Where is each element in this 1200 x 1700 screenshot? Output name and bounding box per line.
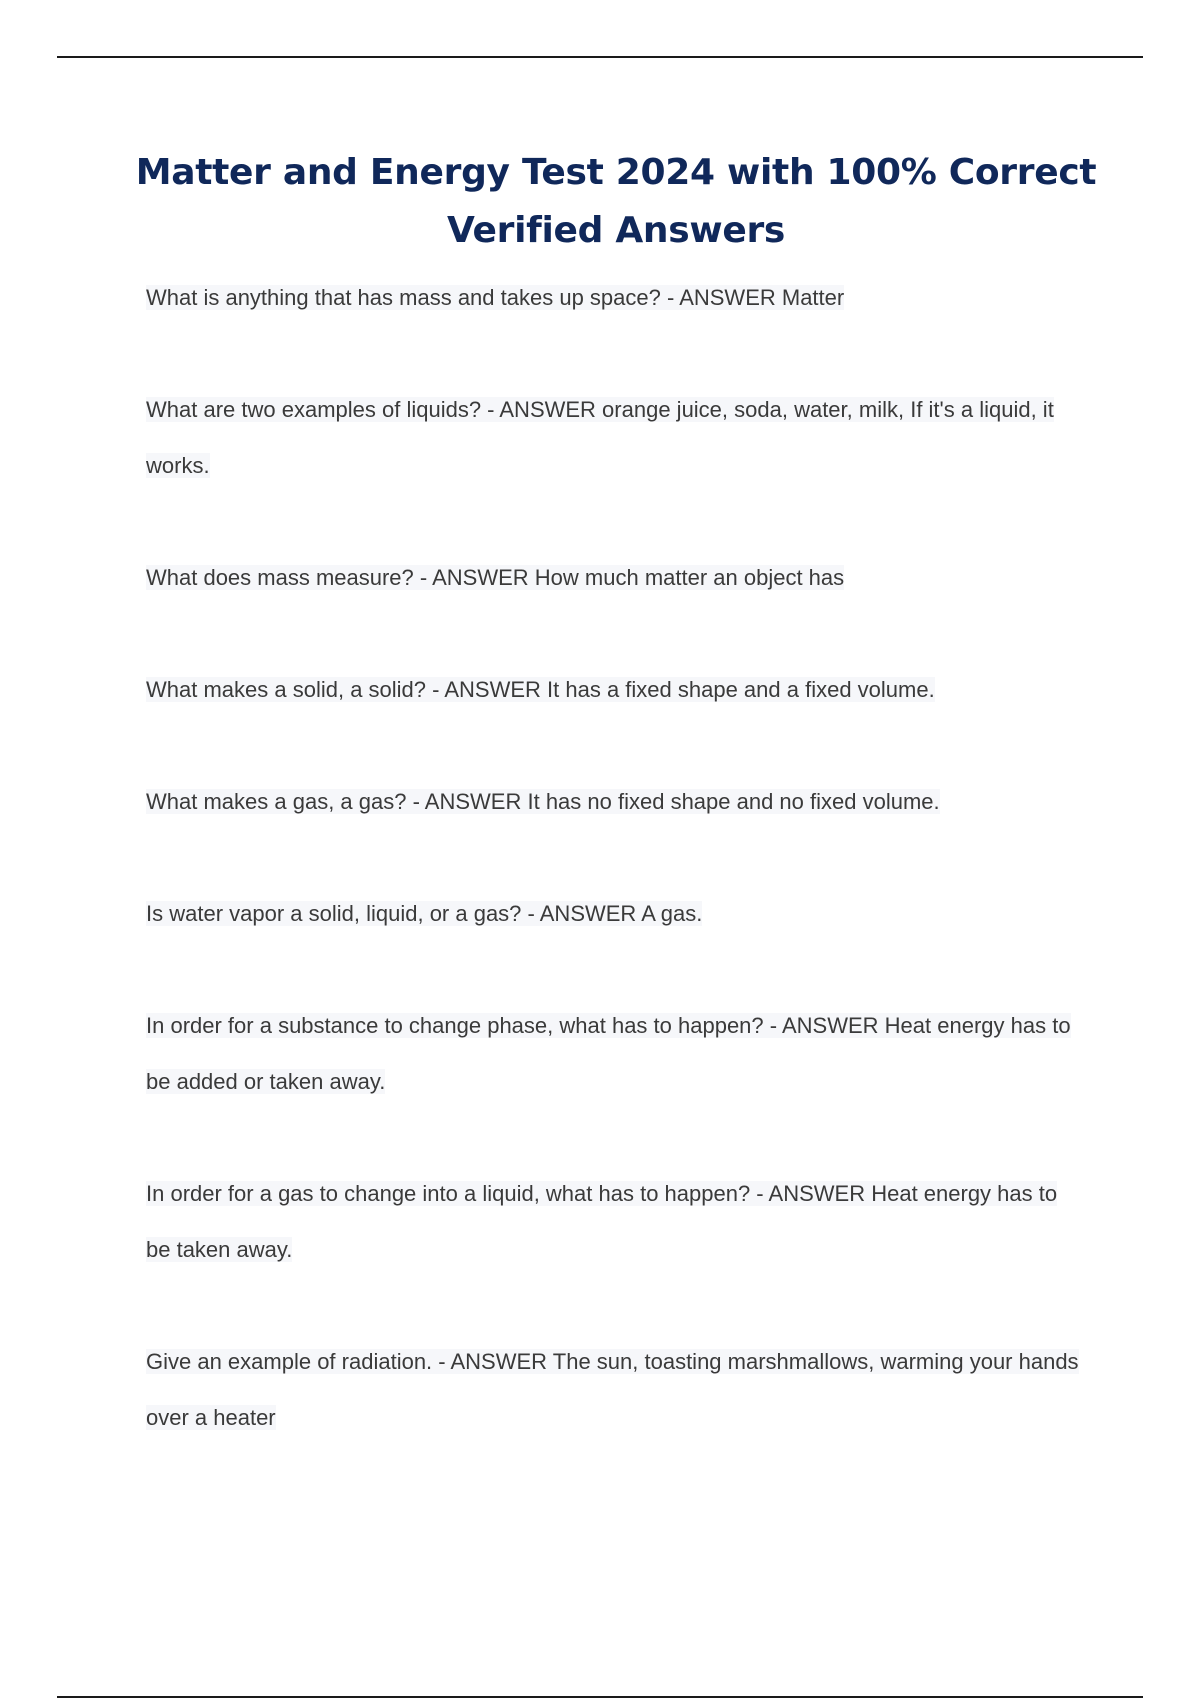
qa-item	[146, 1334, 1086, 1446]
qa-text: Give an example of radiation. - ANSWER The sun, toasting marshmallows, warming your hands over a heater	[146, 1349, 1079, 1430]
qa-text: What is anything that has mass and takes up space? - ANSWER Matter	[146, 285, 845, 310]
qa-item	[146, 1166, 1086, 1278]
qa-text: What are two examples of liquids? - ANSWER orange juice, soda, water, milk, If it's a liquid, it works.	[146, 397, 1054, 478]
qa-item	[146, 998, 1086, 1110]
qa-text: In order for a substance to change phase, what has to happen? - ANSWER Heat energy has to be added or taken away.	[146, 1013, 1071, 1094]
qa-text: In order for a gas to change into a liquid, what has to happen? - ANSWER Heat energy has to be taken away.	[146, 1181, 1058, 1262]
qa-text: What makes a solid, a solid? - ANSWER It has a fixed shape and a fixed volume.	[146, 677, 935, 702]
qa-item	[146, 270, 1086, 326]
qa-text: Is water vapor a solid, liquid, or a gas? - ANSWER A gas.	[146, 901, 703, 926]
qa-item	[146, 886, 1086, 942]
qa-item	[146, 550, 1086, 606]
qa-item	[146, 662, 1086, 718]
top-divider	[57, 56, 1143, 58]
qa-text: What makes a gas, a gas? - ANSWER It has no fixed shape and no fixed volume.	[146, 789, 940, 814]
qa-text: What does mass measure? - ANSWER How much matter an object has	[146, 565, 845, 590]
bottom-divider	[57, 1696, 1143, 1698]
document-title: Matter and Energy Test 2024 with 100% Correct Verified Answers	[135, 152, 1097, 251]
qa-item	[146, 774, 1086, 830]
qa-item	[146, 382, 1086, 494]
qa-list	[146, 270, 1086, 1502]
